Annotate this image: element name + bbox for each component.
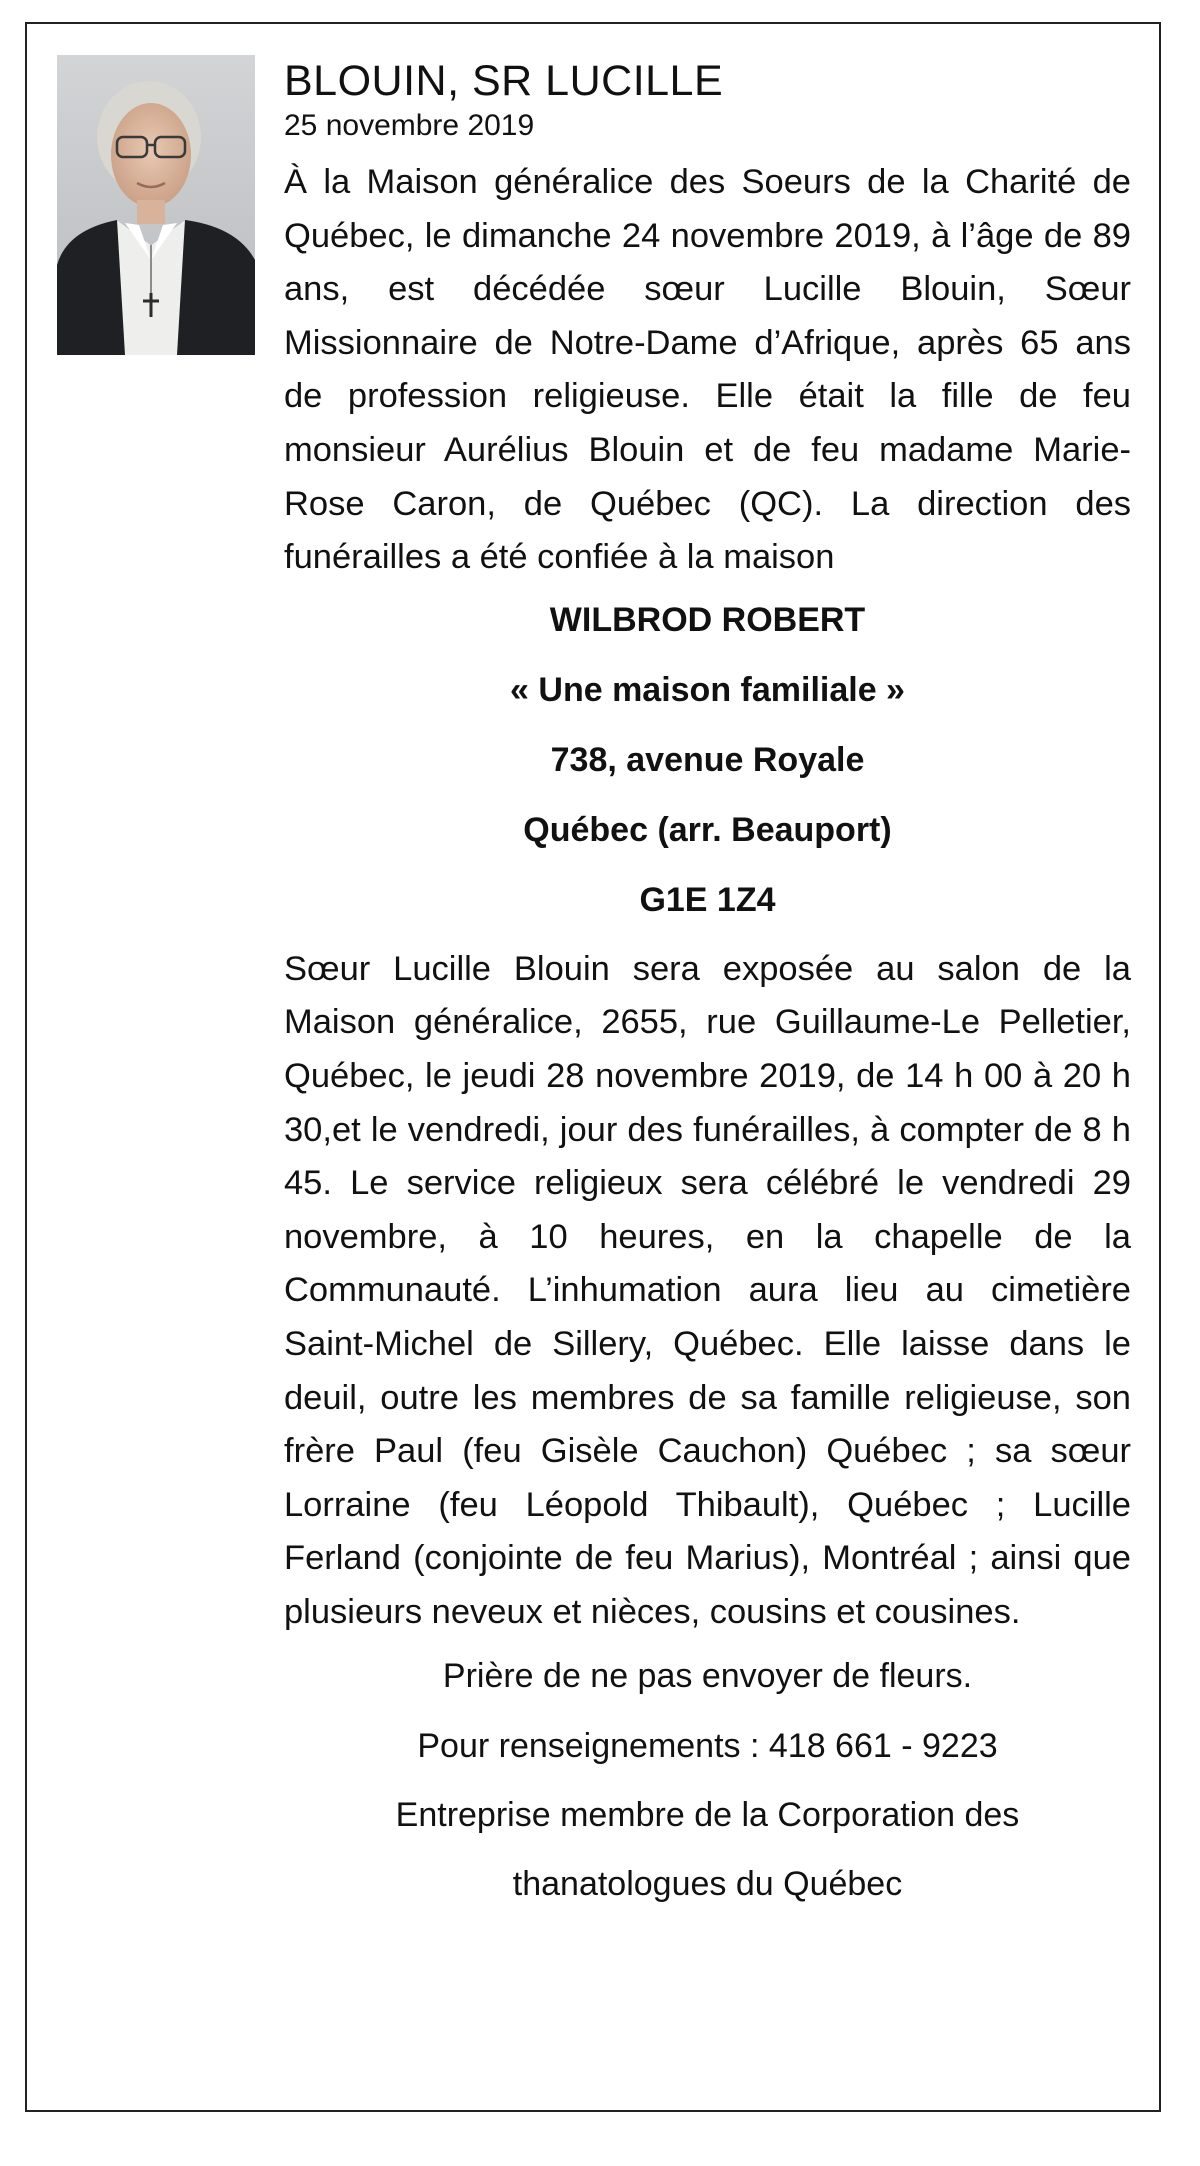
death-announcement-paragraph: À la Maison généralice des Soeurs de la Charité de Québec, le dimanche 24 novembre 2019, à l’âge de 89 ans, est décédée sœur Lucille Blouin, Sœur Missionnaire de Notre-Dame d’Afrique, après 65 ans de profession religieuse. Elle était la fille de feu monsieur Aurélius Blouin et de feu madame Marie-Rose Caron, de Québec (QC). La direction des funérailles a été confiée à la maison: [284, 163, 1131, 577]
service-details-paragraph: Sœur Lucille Blouin sera exposée au salon de la Maison généralice, 2655, rue Guillaume-Le Pelletier, Québec, le jeudi 28 novembre 2019, de 14 h 00 à 20 h 30,et le vendredi, jour des funérailles, à compter de 8 h 45. Le service religieux sera célébré le vendredi 29 novembre, à 10 heures, en la chapelle de la Communauté. L’inhumation aura lieu au cimetière Saint-Michel de Sillery, Québec. Elle laisse dans le deuil, outre les membres de sa famille religieuse, son frère Paul (feu Gisèle Cauchon) Québec ; sa sœur Lorraine (feu Léopold Thibault), Québec ; Lucille Ferland (conjointe de feu Marius), Montréal ; ainsi que plusieurs neveux et nièces, cousins et cousines.: [284, 949, 1131, 1631]
publication-date: 25 novembre 2019: [284, 109, 535, 142]
funeral-home-street: 738, avenue Royale: [550, 740, 865, 779]
membership-line-2: thanatologues du Québec: [512, 1865, 903, 1904]
no-flowers-note: Prière de ne pas envoyer de fleurs.: [442, 1657, 973, 1696]
deceased-name: BLOUIN, SR LUCILLE: [284, 57, 724, 105]
closing-notes: [284, 1649, 1131, 1911]
funeral-home-slogan: « Une maison familiale »: [510, 670, 905, 709]
obituary-content: [284, 50, 1131, 1911]
contact-info: Pour renseignements : 418 661 - 9223: [417, 1727, 998, 1766]
funeral-home-name: WILBROD ROBERT: [549, 600, 866, 639]
membership-line-1: Entreprise membre de la Corporation des: [395, 1796, 1020, 1835]
funeral-home-postal-code: G1E 1Z4: [639, 880, 776, 919]
portrait-photo: [57, 55, 255, 355]
funeral-home-block: [284, 585, 1131, 935]
funeral-home-city: Québec (arr. Beauport): [523, 810, 892, 849]
